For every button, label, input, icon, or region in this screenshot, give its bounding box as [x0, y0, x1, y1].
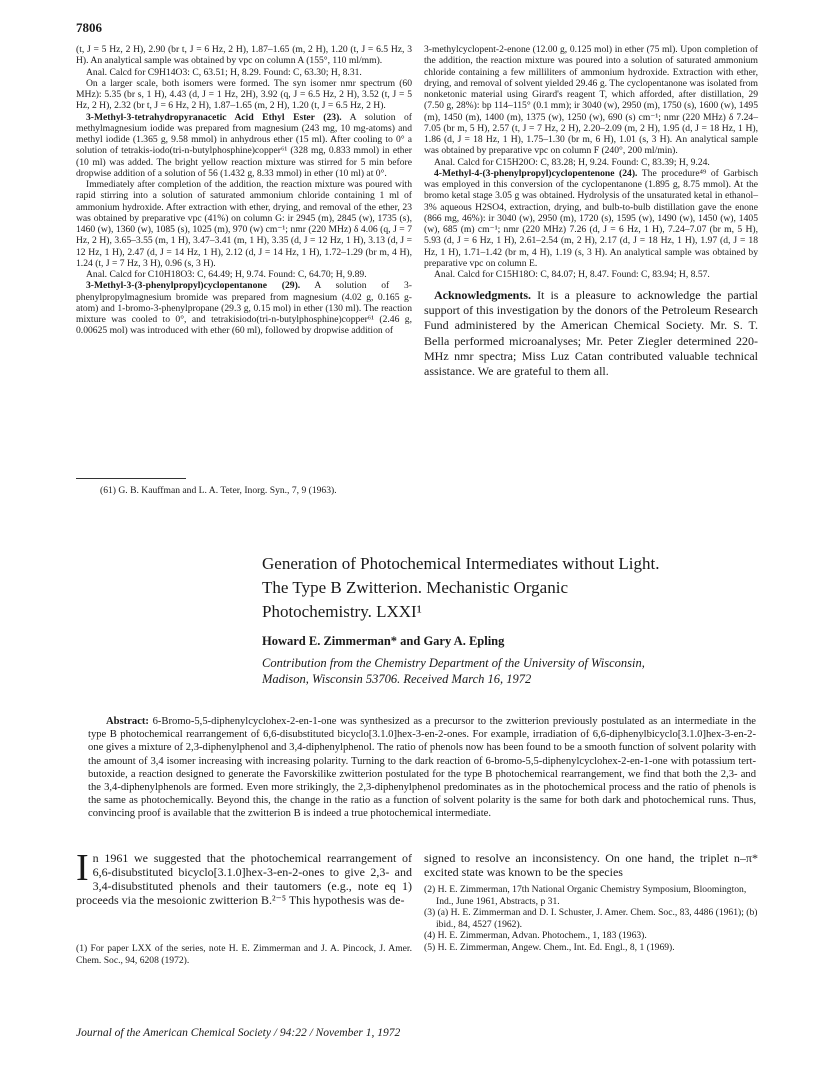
analysis-line: Anal. Calcd for C15H18O: C, 84.07; H, 8.47. Found: C, 83.94; H, 8.57.	[434, 269, 710, 280]
paragraph: 3-methylcyclopent-2-enone (12.00 g, 0.125 mol) in ether (75 ml). Upon completion of the addition, the reaction mixture was poured into a solution of saturated ammonium chloride containing a few milliliters of ammonium hydroxide. Extraction with ether, drying, and removal of solvent yielded 29.46 g. The cyclopentanone was isolated from nonketonic material using Girard's reagent T, which afforded, after distillation, 29 (7.50 g, 28%): bp 114–115° (0.1 mm); ir 3040 (w), 2950 (m), 1750 (s), 1600 (w), 1495 (m), 1450 (m), 1400 (m), 1375 (w), 1250 (w), 690 (s) cm⁻¹; nmr (220 MHz) δ 7.24–7.05 (br m, 5 H), 2.57 (t, J = 7 Hz, 2 H), 2.20–2.09 (m, 2 H), 1.95 (d, J = 18 Hz, 1 H), 1.86 (d, J = 18 Hz, 1 H), 1.75–1.30 (br m, 6 H), 1.01 (s, 3 H). An analytical sample was obtained by preparative vpc on column F (240°, 200 ml/min).	[424, 44, 758, 157]
abstract-text: 6-Bromo-5,5-diphenylcyclohex-2-en-1-one was synthesized as a precursor to the zwitterion previously postulated as an intermediate in the type B photochemical rearrangement of 6,6-disubstituted bicyclo[3.1.0]hex-3-en-2-ones. For example, irradiation of 6,6-diphenylbicyclo[3.1.0]hex-3-en-2-one gives a mixture of 2,3-diphenylphenol and 3,4-diphenylphenol. The ratio of phenols now has been found to be a smooth function of solvent polarity with the amount of 3,4 isomer increasing with increasing polarity. Turning to the dark reaction of 6-bromo-5,5-diphenylcyclohex-2-en-1-one with potassium tert-butoxide, a reaction designed to generate the Favorskilike zwitterion postulated for the type B photochemical rearrangement, we find that both the 2,3- and the 3,4-diphenylphenols are formed. Even more strikingly, the 2,3-diphenylphenol predominates as in the photochemical process and the ratio of phenols is the same as photochemically. Beyond this, the change in the ratio as a function of solvent polarity is the same for both dark and photochemical runs. Thus, convincing proof is available that the zwitterion B is indeed a true photochemical intermediate.	[88, 716, 756, 820]
introduction-left	[76, 847, 412, 908]
paragraph: (t, J = 5 Hz, 2 H), 2.90 (br t, J = 6 Hz, 2 H), 1.87–1.65 (m, 2 H), 1.20 (t, J = 6.5 Hz, 3 H). An analytical sample was obtained by vpc on column A (155°, 110 ml/mm).	[76, 44, 412, 67]
paragraph-cyclopentenone-24	[424, 168, 758, 269]
footnote: (4) H. E. Zimmerman, Advan. Photochem., 1, 183 (1963).	[424, 930, 647, 942]
introduction-right: signed to resolve an inconsistency. On one hand, the triplet n–π* excited state was known to be the species	[424, 851, 758, 880]
article-title	[262, 552, 762, 624]
paragraph-body: A solution of 3-phenylpropylmagnesium bromide was prepared from magnesium (4.02 g, 0.165 g-atom) and 1-bromo-3-phenylpropane (29.3 g, 0.15 mol) in ether (130 ml). The reaction mixture was cooled to 0°, and tetrakisiodo(tri-n-butylphosphine)copper⁶¹ (2.46 g, 0.00625 mol) was introduced with ether (60 ml), followed by dropwise addition of	[76, 280, 413, 337]
journal-footer: Journal of the American Chemical Society / 94:22 / November 1, 1972	[76, 1027, 401, 1039]
footnote: (3) (a) H. E. Zimmerman and D. I. Schuster, J. Amer. Chem. Soc., 83, 4486 (1961); (b) ibid., 84, 4527 (1962).	[424, 907, 758, 930]
paragraph: On a larger scale, both isomers were formed. The syn isomer nmr spectrum (60 MHz): 5.35 (br s, 1 H), 4.43 (d, J = 1 Hz, 2H), 3.92 (q, J = 6.5 Hz, 2 H), 3.52 (t, J = 5 Hz, 2 H), 2.32 (br t, J = 6 Hz, 2 H), 1.87–1.65 (m, 2 H), 1.20 (t, J = 6.5 Hz, 2 H).	[76, 77, 412, 112]
compound-heading: 4-Methyl-4-(3-phenylpropyl)cyclopentenone (24).	[434, 167, 638, 179]
right-column-text	[424, 44, 758, 379]
affiliation-line: Madison, Wisconsin 53706. Received March 16, 1972	[262, 672, 532, 686]
paragraph-ester-23	[76, 112, 412, 180]
page-number: 7806	[76, 20, 102, 35]
paragraph-body: The procedure⁴⁹ of Garbisch was employed in this conversion of the cyclopentanone (1.895 g, 8.75 mmol). At the bromo ketal stage 3.05 g was obtained. Hydrolysis of the unsaturated ketal in ethanol–3% aqueous H2SO4, extraction, drying, and bulb-to-bulb distillation gave the enone (866 mg, 46%): ir 3040 (w), 2950 (m), 1720 (s), 1595 (w), 1490 (w), 1450 (w), 1405 (w), 685 (m) cm⁻¹; nmr (220 MHz) 7.26 (d, J = 6 Hz, 1 H), 7.24–7.07 (br m, 5 H), 5.93 (d, J = 6 Hz, 1 H), 2.61–2.54 (m, 2 H), 2.17 (d, J = 18 Hz, 1 H), 1.97 (d, J = 18 Hz, 1 H), 1.71–1.42 (br m, 4 H), 1.19 (s, 3 H). An analytical sample was obtained by preparative vpc on column E.	[424, 167, 758, 269]
analysis-line: Anal. Calcd for C9H14O3: C, 63.51; H, 8.29. Found: C, 63.30; H, 8.31.	[86, 66, 362, 78]
footnote: (5) H. E. Zimmerman, Angew. Chem., Int. Ed. Engl., 8, 1 (1969).	[424, 941, 675, 953]
affiliation	[262, 655, 645, 687]
title-line: Photochemistry. LXXI¹	[262, 602, 422, 621]
paragraph: Immediately after completion of the addition, the reaction mixture was poured with rapid stirring into a solution of saturated ammonium chloride containing 1 ml of ammonium hydroxide. After extraction with ether, drying, and removal of the ether, 23 was obtained by preparative vpc (41%) on column G: ir 2945 (m), 2845 (w), 1735 (s), 1460 (w), 1360 (w), 1085 (s), 1025 (m), 970 (w) cm⁻¹; nmr (220 MHz) δ 4.06 (q, J = 7 Hz, 2 H), 3.65–3.55 (m, 1 H), 3.47–3.41 (m, 1 H), 3.35 (d, J = 12 Hz, 1 H), 3.13 (d, J = 12 Hz, 1 H), 2.47 (d, J = 14 Hz, 1 H), 2.12 (d, J = 14 Hz, 1 H), 1.72–1.29 (br m, 4 H), 1.24 (t, J = 7 Hz, 3 H), 0.96 (s, 3 H).	[76, 179, 412, 269]
footnote-61: (61) G. B. Kauffman and L. A. Teter, Inorg. Syn., 7, 9 (1963).	[100, 485, 337, 496]
footnote-1: (1) For paper LXX of the series, note H. E. Zimmerman and J. A. Pincock, J. Amer. Chem. Soc., 94, 6208 (1972).	[76, 943, 412, 966]
footnote-divider	[76, 478, 186, 479]
acknowledgments-body: It is a pleasure to acknowledge the partial support of this investigation by the donors of the Petroleum Research Fund administered by the American Chemical Society. Mr. S. T. Bella performed microanalyses; Mr. Peter Ziegler determined 220-MHz nmr spectra; Miss Luz Catan contributed valuable technical assistance. We are grateful to them all.	[424, 288, 758, 378]
compound-heading: 3-Methyl-3-tetrahydropyranacetic Acid Ethyl Ester (23).	[86, 111, 342, 123]
footnote: (2) H. E. Zimmerman, 17th National Organic Chemistry Symposium, Bloomington, Ind., June 1961, Abstracts, p 31.	[424, 884, 747, 907]
affiliation-line: Contribution from the Chemistry Department of the University of Wisconsin,	[262, 656, 645, 670]
acknowledgments	[424, 288, 758, 379]
compound-heading: 3-Methyl-3-(3-phenylpropyl)cyclopentanone (29).	[86, 280, 301, 292]
analysis-line: Anal. Calcd for C10H18O3: C, 64.49; H, 9.74. Found: C, 64.70; H, 9.89.	[86, 269, 367, 280]
analysis-line: Anal. Calcd for C15H20O: C, 83.28; H, 9.24. Found: C, 83.39; H, 9.24.	[434, 156, 710, 168]
abstract	[88, 715, 756, 821]
abstract-label: Abstract:	[106, 716, 149, 727]
introduction-text: n 1961 we suggested that the photochemical rearrangement of 6,6-disubstituted bicyclo[3.1.0]hex-3-en-2-ones to give 2,3- and 3,4-disubstituted phenols and their tautomers (e.g., note eq 1) proceeds via the mesoionic zwitterion B.²⁻⁵ This hypothesis was de-	[76, 851, 412, 908]
paragraph-body: A solution of methylmagnesium iodide was prepared from magnesium (243 mg, 10 mg-atoms) and methyl iodide (1.365 g, 9.58 mmol) in anhydrous ether (15 ml). After cooling to 0° a solution of tetrakis-iodo(tri-n-butylphosphine)copper⁶¹ (328 mg, 0.833 mmol) in ether (10 ml) was added. The bright yellow reaction mixture was stirred for 5 min before dropwise addition of a solution of 56 (1.432 g, 8.33 mmol) in ether (10 ml) at 0°.	[76, 111, 413, 179]
footnotes-right	[424, 884, 758, 954]
paragraph-cyclopentanone-29	[76, 280, 412, 336]
acknowledgments-heading: Acknowledgments.	[434, 288, 532, 303]
drop-cap: I	[76, 847, 89, 889]
authors: Howard E. Zimmerman* and Gary A. Epling	[262, 634, 505, 648]
title-line: The Type B Zwitterion. Mechanistic Organic	[262, 578, 568, 597]
title-line: Generation of Photochemical Intermediates without Light.	[262, 554, 660, 573]
left-column-text	[76, 44, 412, 337]
